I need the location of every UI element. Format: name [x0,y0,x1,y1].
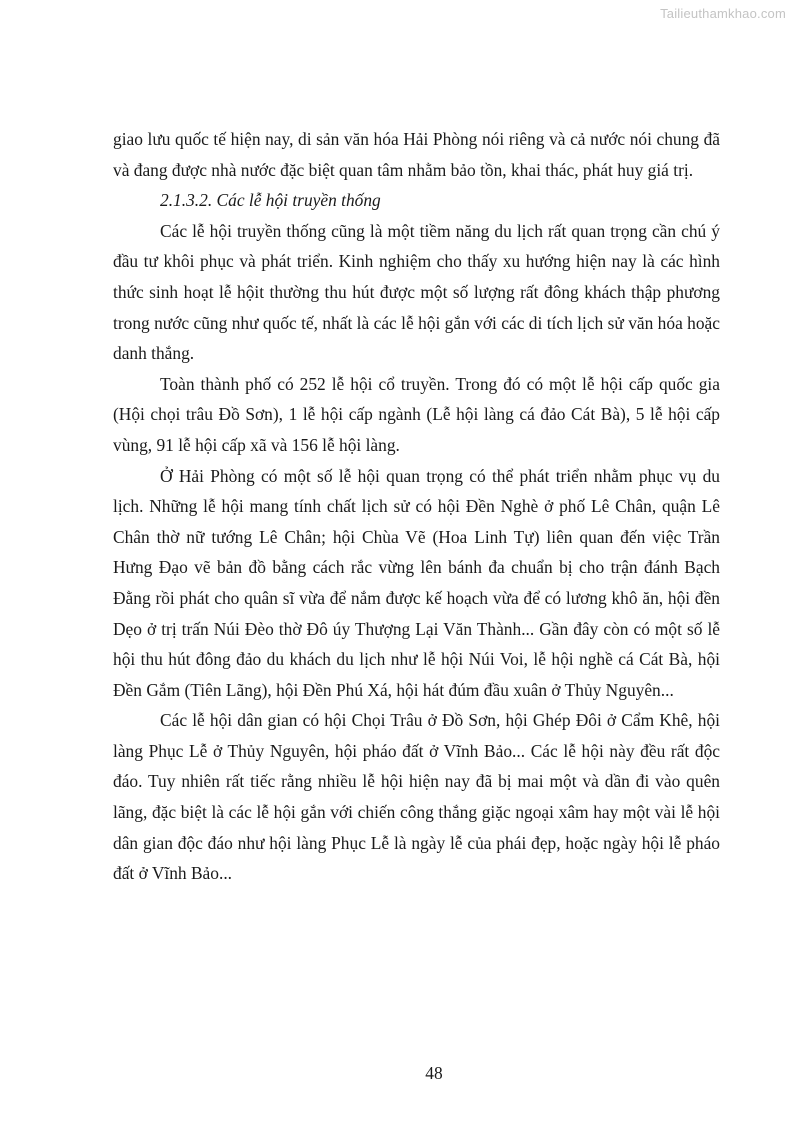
paragraph-traditional-festivals: Các lễ hội truyền thống cũng là một tiềm năng du lịch rất quan trọng cần chú ý đầu tư khôi phục và phát triển. Kinh nghiệm cho thấy xu hướng hiện nay là các hình thức sinh hoạt lễ hộit thường thu hút được một số lượng rất đông khách thập phương trong nước cũng như quốc tế, nhất là các lễ hội gắn với các di tích lịch sử văn hóa hoặc danh thắng. [113,220,720,364]
paragraph-historical-festivals: Ở Hải Phòng có một số lễ hội quan trọng có thể phát triển nhằm phục vụ du lịch. Những lễ hội mang tính chất lịch sử có hội Đền Nghè ở phố Lê Chân, quận Lê Chân thờ nữ tướng Lê Chân; hội Chùa Vẽ (Hoa Linh Tự) liên quan đến việc Trần Hưng Đạo vẽ bản đồ bằng cách rắc vừng lên bánh đa chuẩn bị cho trận đánh Bạch Đằng rồi phát cho quân sĩ vừa để nắm được kế hoạch vừa để có lương khô ăn, hội đền Dẹo ở trị trấn Núi Đèo thờ Đô úy Thượng Lại Văn Thành... Gần đây còn có một số lễ hội thu hút đông đảo du khách du lịch như lễ hội Núi Voi, lễ hội nghề cá Cát Bà, hội Đền Gắm (Tiên Lãng), hội Đền Phú Xá, hội hát đúm đầu xuân ở Thủy Nguyên... [113,465,720,700]
paragraph-festival-count: Toàn thành phố có 252 lễ hội cổ truyền. Trong đó có một lễ hội cấp quốc gia (Hội chọi trâu Đồ Sơn), 1 lễ hội cấp ngành (Lễ hội làng cá đảo Cát Bà), 5 lễ hội cấp vùng, 91 lễ hội cấp xã và 156 lễ hội làng. [113,373,720,455]
watermark: Tailieuthamkhao.com [660,6,786,21]
section-heading: 2.1.3.2. Các lễ hội truyền thống [160,190,381,211]
paragraph-continuation: giao lưu quốc tế hiện nay, di sản văn hóa Hải Phòng nói riêng và cả nước nói chung đã và đang được nhà nước đặc biệt quan tâm nhằm bảo tồn, khai thác, phát huy giá trị. [113,129,720,180]
paragraph-folk-festivals: Các lễ hội dân gian có hội Chọi Trâu ở Đồ Sơn, hội Ghép Đôi ở Cẩm Khê, hội làng Phục Lễ ở Thủy Nguyên, hội pháo đất ở Vĩnh Bảo... Các lễ hội này đều rất độc đáo. Tuy nhiên rất tiếc rằng nhiều lễ hội hiện nay đã bị mai một và dần đi vào quên lãng, đặc biệt là các lễ hội gắn với chiến công thắng giặc ngoại xâm hay một vài lễ hội dân gian độc đáo như hội làng Phục Lễ là ngày lễ của phái đẹp, hoặc ngày hội lễ pháo đất ở Vĩnh Bảo... [113,710,720,884]
document-body [113,124,720,889]
page-number: 48 [425,1063,443,1083]
